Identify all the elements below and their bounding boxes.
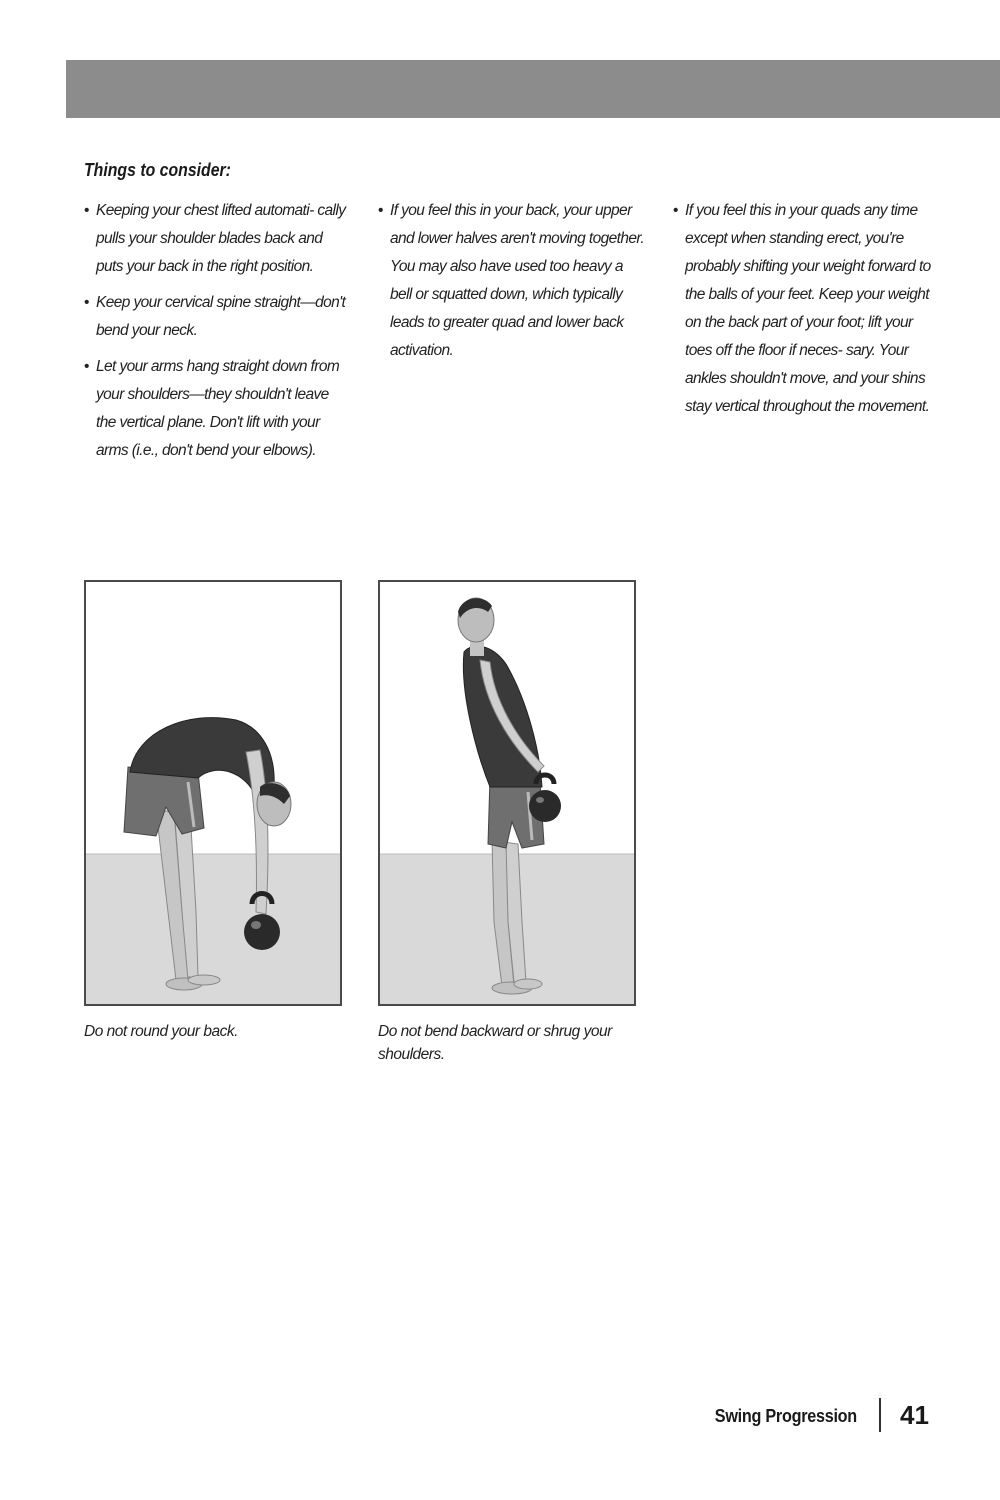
bullet-icon: •: [84, 202, 89, 219]
consider-column-1: [84, 197, 346, 473]
consider-item: [84, 197, 346, 281]
bend-backward-illustration: [380, 582, 634, 1004]
rounded-back-illustration: [86, 582, 340, 1004]
page-number: 41: [900, 1400, 929, 1430]
consider-item-text: If you feel this in your quads any time except when standing erect, you're probably shifting your weight forward to the balls of your feet. Keep your weight on the back part of your foot; lift your toes off the floor if neces- sary. Your ankles shouldn't move, and your shins stay vertical throughout the movement.: [685, 202, 931, 415]
bullet-icon: •: [673, 202, 678, 219]
consider-item-text: Let your arms hang straight down from your shoulders—they shouldn't leave the vertical plane. Don't lift with your arms (i.e., don't bend your elbows).: [96, 358, 340, 459]
photo-rounded-back: [84, 580, 342, 1006]
bullet-icon: •: [84, 358, 89, 375]
consider-item-text: Keep your cervical spine straight—don't bend your neck.: [96, 294, 346, 339]
section-heading: Things to consider:: [84, 160, 231, 180]
consider-item: [84, 289, 346, 345]
footer-section-title: Swing Progression: [714, 1406, 857, 1426]
photo-bend-backward: [378, 580, 636, 1006]
consider-item: [84, 353, 346, 465]
page-footer: [690, 1398, 940, 1438]
bullet-icon: •: [84, 294, 89, 311]
consider-item-text: If you feel this in your back, your upper and lower halves aren't moving together. You may also have used too heavy a bell or squatted down, which typically leads to greater quad and lower back activation.: [390, 202, 645, 359]
consider-item-text: Keeping your chest lifted automati- cally pulls your shoulder blades back and puts your back in the right position.: [96, 202, 346, 275]
photo-caption: Do not round your back.: [84, 1023, 238, 1040]
consider-column-3: [673, 197, 941, 429]
photo-caption: Do not bend backward or shrug your shoulders.: [378, 1023, 612, 1063]
consider-item: [673, 197, 941, 421]
footer-divider: [879, 1398, 881, 1432]
consider-column-2: [378, 197, 646, 373]
consider-item: [378, 197, 646, 365]
bullet-icon: •: [378, 202, 383, 219]
header-band: [66, 60, 1000, 118]
